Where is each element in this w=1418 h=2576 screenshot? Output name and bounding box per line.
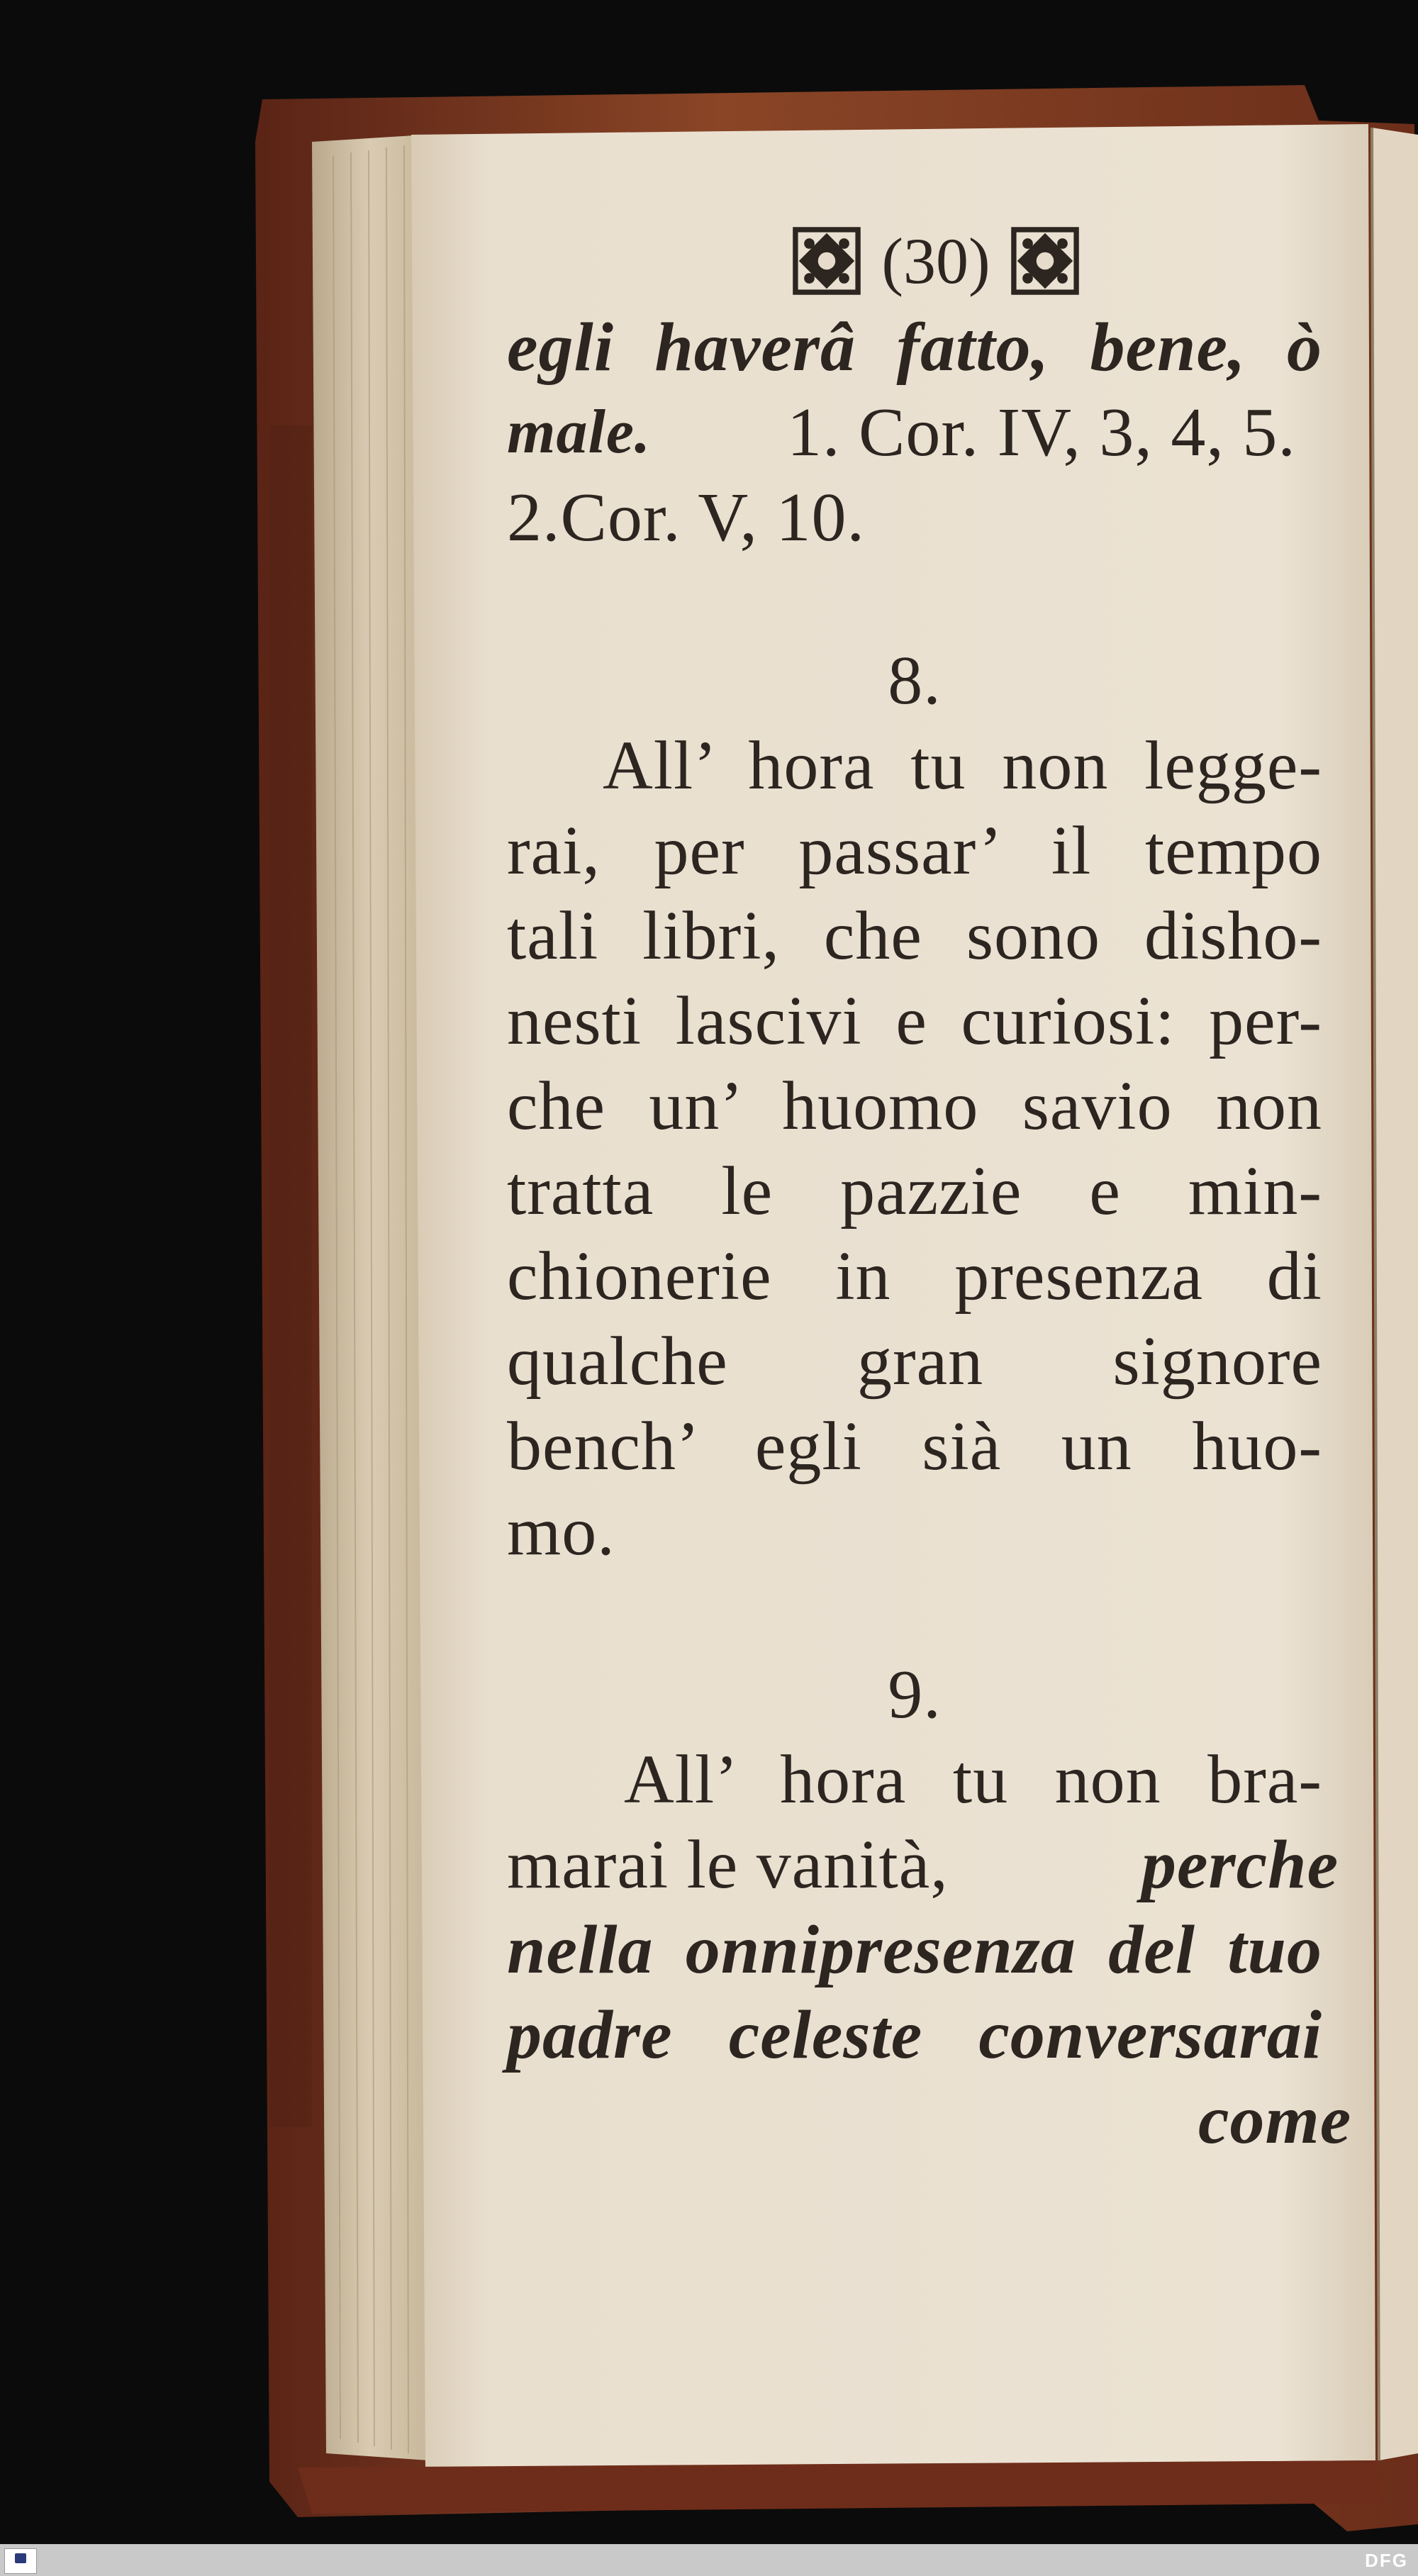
page-header: [737, 225, 1134, 296]
text-line-italic: perche: [1141, 1827, 1339, 1903]
text-line: padre celeste conversarai: [507, 1997, 1322, 2073]
text-line: tali libri, che sono disho-: [507, 898, 1322, 974]
text-line: nesti lascivi e curiosi: per-: [507, 983, 1322, 1059]
page-number: (30): [881, 225, 990, 297]
text-line: qualche gran signore: [507, 1323, 1322, 1400]
text-line: All’ hora tu non legge-: [603, 727, 1322, 804]
text-line: mo.: [507, 1493, 615, 1570]
catchword: come: [1198, 2082, 1352, 2158]
text-line: egli haverâ fatto, bene, ò: [507, 309, 1322, 386]
text-line: 1. Cor. IV, 3, 4, 5.: [787, 394, 1296, 471]
footer-bar: [0, 2544, 1418, 2576]
text-line: male.: [507, 398, 651, 467]
text-line: bench’ egli sià un huo-: [507, 1408, 1322, 1485]
text-line: nella onnipresenza del tuo: [507, 1912, 1322, 1988]
dfg-logo: DFG: [1365, 2550, 1408, 2571]
text-line: marai le vanità,: [507, 1827, 949, 1903]
section-number: 8.: [888, 642, 942, 719]
text-line: che un’ huomo savio non: [507, 1068, 1322, 1144]
text-line: 2.Cor. V, 10.: [507, 479, 865, 556]
text-line: All’ hora tu non bra-: [624, 1741, 1322, 1818]
section-number: 9.: [888, 1656, 942, 1733]
text-line: rai, per passar’ il tempo: [507, 813, 1322, 889]
text-line: chionerie in presenza di: [507, 1238, 1322, 1315]
fleuron-right-icon: [1010, 226, 1080, 296]
text-line: tratta le pazzie e min-: [507, 1153, 1322, 1230]
library-logo-icon: [4, 2548, 37, 2574]
fleuron-left-icon: [792, 226, 861, 296]
